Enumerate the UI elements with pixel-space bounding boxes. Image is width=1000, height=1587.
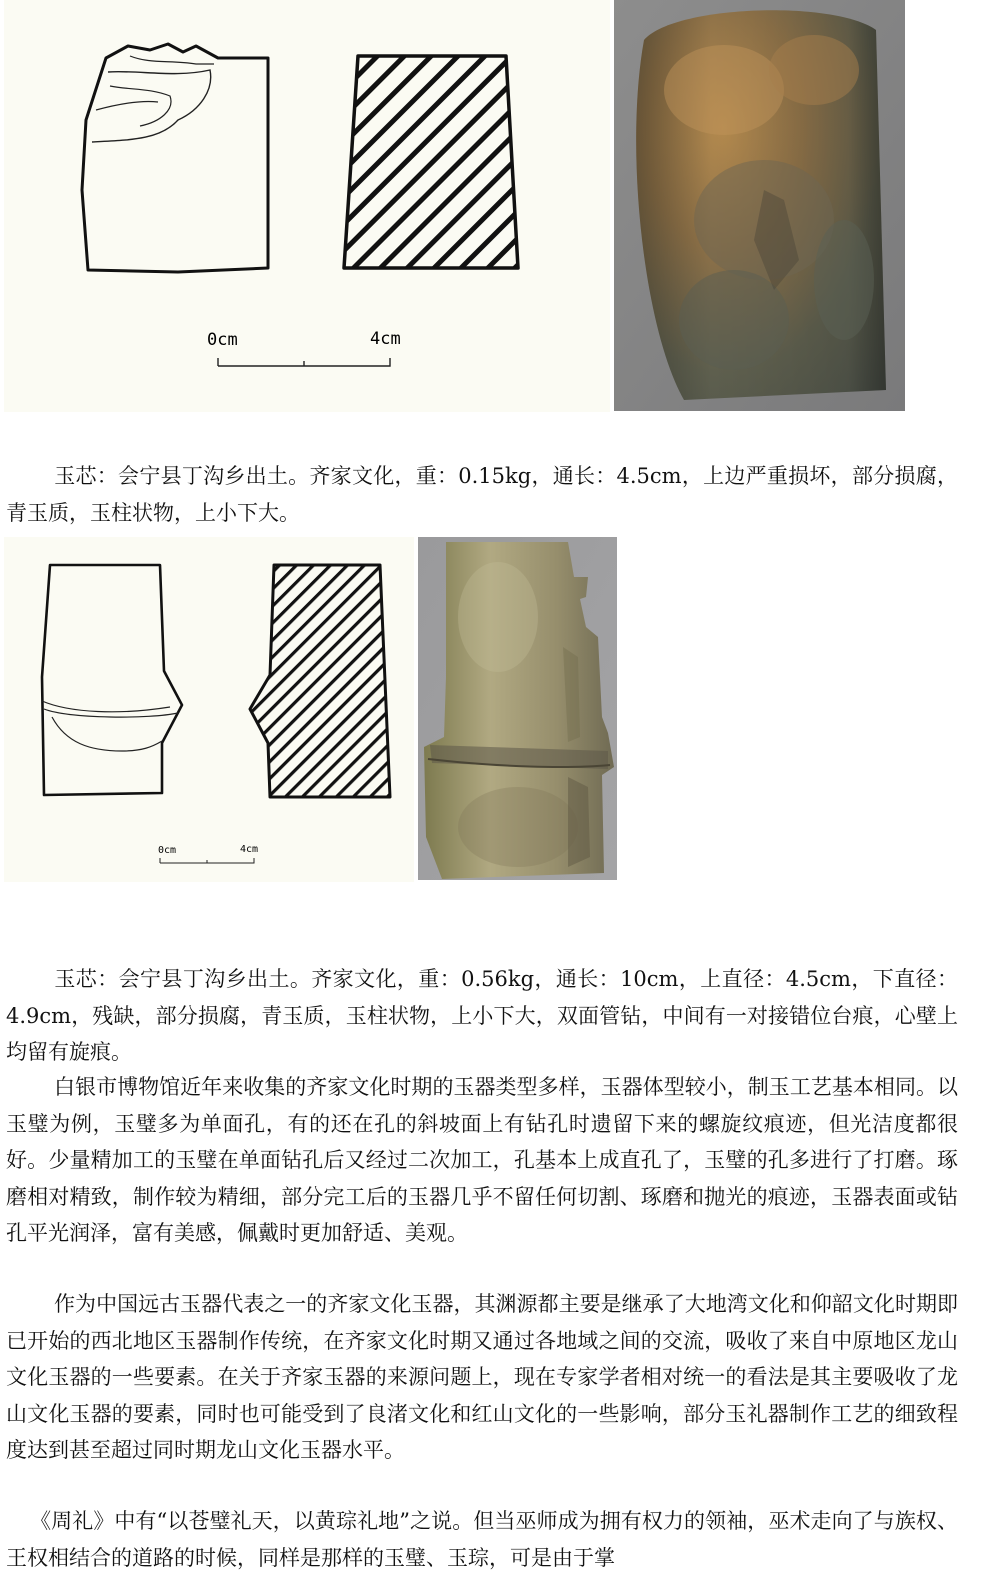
- figure-1-caption: 玉芯：会宁县丁沟乡出土。齐家文化，重：0.15kg，通长：4.5cm，上边严重损坏，部分损腐，青玉质，玉柱状物，上小下大。: [6, 464, 958, 525]
- figure-1-scale-end-label: 4cm: [370, 329, 401, 349]
- figure-2-scale-start-label: 0cm: [158, 845, 177, 856]
- figure-2-scale-end-label: 4cm: [240, 844, 259, 855]
- body-paragraph-2: 作为中国远古玉器代表之一的齐家文化玉器，其渊源都主要是继承了大地湾文化和仰韶文化时期即已开始的西北地区玉器制作传统，在齐家文化时期又通过各地域之间的交流，吸收了来自中原地区龙山文化玉器的一些要素。在关于齐家玉器的来源问题上，现在专家学者相对统一的看法是其主要吸收了龙山文化玉器的要素，同时也可能受到了良渚文化和红山文化的一些影响，部分玉礼器制作工艺的细致程度达到甚至超过同时期龙山文化玉器水平。: [6, 1292, 958, 1462]
- figure-1-photo: [614, 0, 905, 411]
- figure-2-photo: [418, 537, 617, 880]
- figure-1-line-drawing: [0, 0, 612, 412]
- figure-1-scale-start-label: 0cm: [207, 330, 238, 350]
- body-paragraph-3: 《周礼》中有“以苍璧礼天，以黄琮礼地”之说。但当巫师成为拥有权力的领袖，巫术走向了与族权、王权相结合的道路的时候，同样是那样的玉璧、玉琮，可是由于掌: [6, 1509, 958, 1570]
- figure-2-line-drawing: [0, 537, 414, 882]
- figure-2-caption: 玉芯：会宁县丁沟乡出土。齐家文化，重：0.56kg，通长：10cm，上直径：4.5cm，下直径：4.9cm，残缺，部分损腐，青玉质，玉柱状物，上小下大，双面管钻，中间有一对接错位台痕，心壁上均留有旋痕。: [6, 967, 958, 1064]
- body-paragraph-1: 白银市博物馆近年来收集的齐家文化时期的玉器类型多样，玉器体型较小，制玉工艺基本相同。以玉璧为例，玉璧多为单面孔，有的还在孔的斜坡面上有钻孔时遗留下来的螺旋纹痕迹，但光洁度都很好。少量精加工的玉璧在单面钻孔后又经过二次加工，孔基本上成直孔了，玉璧的孔多进行了打磨。琢磨相对精致，制作较为精细，部分完工后的玉器几乎不留任何切割、琢磨和抛光的痕迹，玉器表面或钻孔平光润泽，富有美感，佩戴时更加舒适、美观。: [6, 1075, 958, 1245]
